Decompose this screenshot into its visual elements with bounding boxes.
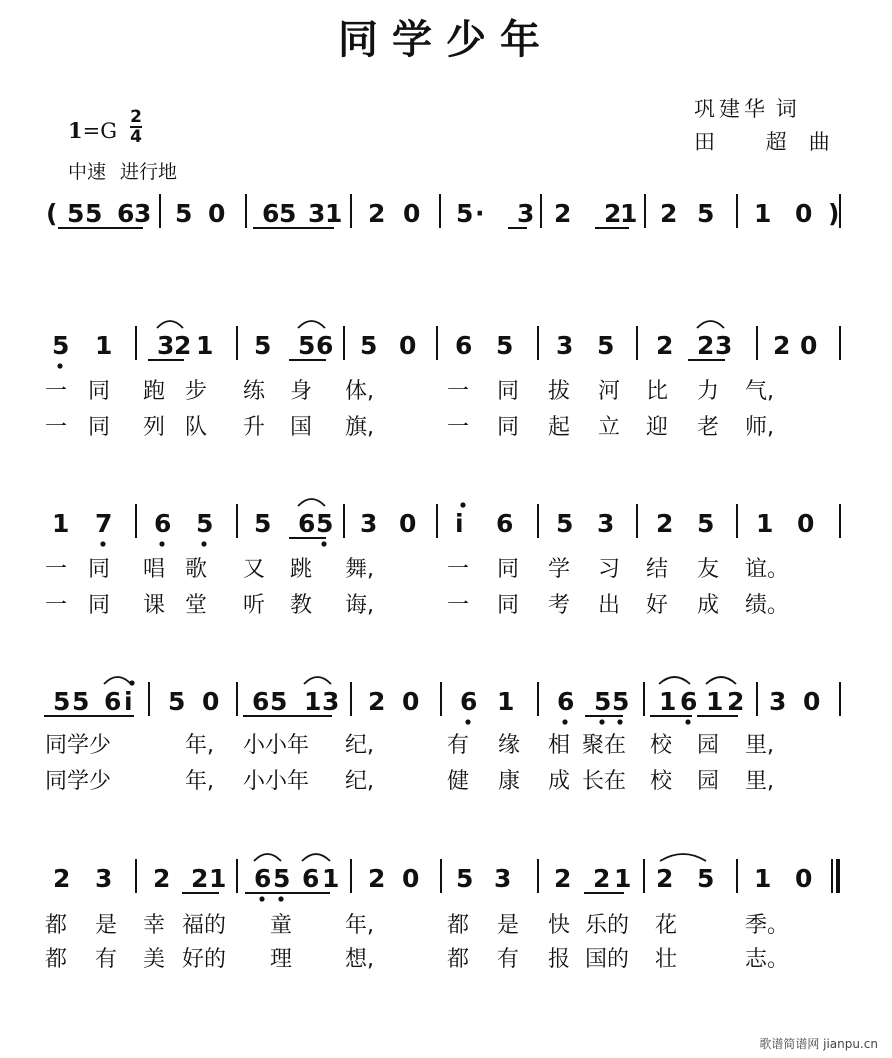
slur [298, 321, 325, 328]
note-digit: 5 [697, 509, 715, 538]
note-digit: 1 [95, 331, 113, 360]
note-digit: 1 [620, 199, 638, 228]
lyric-syllable: 园 [697, 733, 720, 758]
note-digit: 2 [656, 509, 674, 538]
slur [697, 321, 724, 328]
note-digit: 0 [402, 864, 420, 893]
note-digit: 2 [697, 331, 715, 360]
note-digit: 5 [279, 199, 297, 228]
lyric-syllable: 都 [447, 947, 470, 972]
note-digit: 5 [168, 687, 186, 716]
octave-dot-low [100, 541, 105, 546]
lyric-syllable: 同 [88, 593, 111, 618]
note-digit: 2 [368, 199, 386, 228]
note-digit: 2 [656, 864, 674, 893]
composer-name: 田 超 [694, 130, 809, 154]
note-digit: 5 [456, 864, 474, 893]
lyric-syllable: 缘 [498, 733, 521, 758]
note-digit: 5 [254, 509, 272, 538]
lyric-syllable: 同 [497, 557, 520, 582]
note-digit: 0 [800, 331, 818, 360]
note-digit: 2 [53, 864, 71, 893]
note-digit: 5 [85, 199, 103, 228]
note-digit: 5 [196, 509, 214, 538]
lyric-syllable: 教 [290, 593, 313, 618]
note-digit: 6 [298, 509, 316, 538]
lyric-syllable: 都 [45, 947, 68, 972]
note-digit: ) [828, 199, 840, 228]
slur [157, 321, 183, 328]
note-digit: 2 [604, 199, 622, 228]
note-digit: 5 [360, 331, 378, 360]
lyric-syllable: 友 [697, 557, 720, 582]
lyric-syllable: 有 [447, 733, 470, 758]
note-digit: 5 [697, 199, 715, 228]
lyric-syllable: 好的 [182, 947, 227, 972]
note-digit: 5 [270, 687, 288, 716]
lyric-syllable: 一 [45, 557, 68, 582]
note-digit: 0 [402, 687, 420, 716]
note-digit: 0 [803, 687, 821, 716]
lyric-syllable: 小小年 [243, 769, 310, 794]
lyric-syllable: 考 [548, 593, 571, 618]
lyric-syllable: 康 [498, 769, 521, 794]
note-digit: 6 [496, 509, 514, 538]
lyric-syllable: 健 [447, 769, 470, 794]
lyric-syllable: 里, [745, 769, 774, 794]
note-digit: 6 [460, 687, 478, 716]
lyric-syllable: 年, [185, 733, 214, 758]
octave-dot-low [617, 719, 622, 724]
song-title: 同学少年 [338, 17, 554, 63]
lyric-syllable: 谊。 [745, 557, 790, 582]
octave-dot-low [259, 896, 264, 901]
note-digit: 1 [196, 331, 214, 360]
lyric-syllable: 同 [497, 593, 520, 618]
note-digit: 6 [254, 864, 272, 893]
lyric-syllable: 是 [497, 913, 520, 938]
octave-dot-high [460, 502, 465, 507]
lyric-syllable: 报 [548, 947, 571, 972]
lyric-syllable: 同 [88, 379, 111, 404]
lyric-syllable: 跳 [290, 557, 313, 582]
note-digit: 3 [157, 331, 175, 360]
note-digit: 3 [134, 199, 152, 228]
lyricist-role: 词 [775, 97, 797, 121]
octave-dot-low [278, 896, 283, 901]
lyric-syllable: 河 [598, 379, 621, 404]
lyric-syllable: 季。 [745, 913, 790, 938]
lyric-syllable: 一 [447, 557, 470, 582]
note-digit: 1 [659, 687, 677, 716]
octave-dot-low [465, 719, 470, 724]
lyric-syllable: 想, [345, 947, 374, 972]
slur [104, 677, 131, 684]
note-digit: 1 [304, 687, 322, 716]
lyric-syllable: 一 [447, 379, 470, 404]
note-digit: 0 [797, 509, 815, 538]
note-digit: 5 [316, 509, 334, 538]
lyric-syllable: 练 [243, 379, 266, 404]
note-digit: 5 [597, 331, 615, 360]
lyric-syllable: 一 [45, 415, 68, 440]
lyric-syllable: 相 [548, 733, 571, 758]
note-digit: 3 [517, 199, 535, 228]
note-digit: 1 [209, 864, 227, 893]
lyric-syllable: 花 [655, 913, 678, 938]
note-digit: 2 [660, 199, 678, 228]
note-digit: 0 [208, 199, 226, 228]
lyric-syllable: 一 [447, 415, 470, 440]
note-digit: 3 [308, 199, 326, 228]
lyric-syllable: 同学少 [45, 733, 112, 758]
key-equals: = [82, 119, 101, 143]
lyric-syllable: 校 [650, 769, 673, 794]
note-digit: 1 [756, 509, 774, 538]
note-digit: 1 [497, 687, 515, 716]
time-top: 2 [130, 107, 142, 127]
slur [254, 854, 281, 861]
lyric-syllable: 一 [45, 593, 68, 618]
note-digit: 0 [795, 199, 813, 228]
note-digit: i [455, 509, 464, 538]
lyric-syllable: 跑 [143, 379, 166, 404]
lyric-syllable: 纪, [345, 769, 374, 794]
note-digit: 5 [456, 199, 474, 228]
note-digit: 3 [769, 687, 787, 716]
lyric-syllable: 同 [497, 415, 520, 440]
note-digit: 3 [494, 864, 512, 893]
key-prefix: 1 [68, 118, 83, 143]
note-digit: · [475, 199, 485, 228]
note-digit: 2 [174, 331, 192, 360]
note-digit: 2 [773, 331, 791, 360]
lyric-syllable: 诲, [345, 593, 374, 618]
note-digit: 2 [554, 864, 572, 893]
note-digit: 5 [496, 331, 514, 360]
lyric-syllable: 纪, [345, 733, 374, 758]
note-digit: 6 [104, 687, 122, 716]
note-digit: 0 [399, 509, 417, 538]
note-digit: 0 [795, 864, 813, 893]
note-digit: 5 [53, 687, 71, 716]
octave-dot-low [321, 541, 326, 546]
lyric-syllable: 舞, [345, 557, 374, 582]
lyric-syllable: 都 [447, 913, 470, 938]
note-digit: 5 [594, 687, 612, 716]
note-digit: 3 [322, 687, 340, 716]
lyric-syllable: 美 [143, 947, 166, 972]
lyric-syllable: 身 [290, 379, 313, 404]
key-note: G [100, 119, 118, 143]
lyric-syllable: 一 [447, 593, 470, 618]
lyric-syllable: 都 [45, 913, 68, 938]
note-digit: 5 [697, 864, 715, 893]
lyric-syllable: 师, [745, 415, 774, 440]
note-digit: 5 [612, 687, 630, 716]
note-digit: 5 [52, 331, 70, 360]
note-digit: 2 [153, 864, 171, 893]
lyric-syllable: 年, [345, 913, 374, 938]
slur [660, 854, 706, 861]
note-digit: 5 [175, 199, 193, 228]
lyric-syllable: 壮 [655, 947, 678, 972]
lyric-syllable: 福的 [182, 913, 227, 938]
lyric-syllable: 同 [88, 415, 111, 440]
note-digit: 0 [403, 199, 421, 228]
lyric-syllable: 国的 [585, 947, 630, 972]
lyric-syllable: 升 [243, 415, 266, 440]
note-digit: 2 [368, 864, 386, 893]
lyric-syllable: 有 [95, 947, 118, 972]
note-digit: 6 [252, 687, 270, 716]
note-digit: 5 [254, 331, 272, 360]
note-digit: 1 [614, 864, 632, 893]
tempo-speed: 中速 [68, 161, 107, 183]
composer-role: 曲 [808, 130, 830, 154]
note-digit: 6 [262, 199, 280, 228]
lyric-syllable: 队 [185, 415, 208, 440]
note-digit: 5 [67, 199, 85, 228]
slur [659, 677, 690, 684]
note-digit: 6 [302, 864, 320, 893]
lyric-syllable: 园 [697, 769, 720, 794]
lyric-syllable: 里, [745, 733, 774, 758]
note-digit: 1 [322, 864, 340, 893]
lyric-syllable: 理 [270, 947, 293, 972]
lyric-syllable: 结 [646, 557, 669, 582]
note-digit: 6 [455, 331, 473, 360]
lyric-syllable: 课 [143, 593, 166, 618]
note-digit: 2 [368, 687, 386, 716]
lyric-syllable: 唱 [143, 557, 166, 582]
note-digit: 2 [727, 687, 745, 716]
lyric-syllable: 成 [697, 593, 720, 618]
note-digit: ( [46, 199, 58, 228]
lyric-syllable: 歌 [185, 557, 208, 582]
lyric-syllable: 聚在 [582, 733, 627, 758]
lyricist-name: 巩建华 [694, 97, 769, 121]
note-digit: 6 [316, 331, 334, 360]
lyric-syllable: 国 [290, 415, 313, 440]
time-bottom: 4 [130, 127, 142, 147]
lyric-syllable: 有 [497, 947, 520, 972]
lyric-syllable: 小小年 [243, 733, 310, 758]
lyric-syllable: 旗, [345, 415, 374, 440]
note-digit: 1 [754, 199, 772, 228]
note-digit: 6 [117, 199, 135, 228]
lyric-syllable: 立 [598, 415, 621, 440]
note-digit: 2 [191, 864, 209, 893]
note-digit: 1 [706, 687, 724, 716]
note-digit: i [124, 687, 133, 716]
octave-dot-low [57, 363, 62, 368]
lyric-syllable: 迎 [646, 415, 669, 440]
lyric-syllable: 是 [95, 913, 118, 938]
slur [302, 854, 330, 861]
lyric-syllable: 拔 [548, 379, 571, 404]
note-digit: 0 [202, 687, 220, 716]
note-digit: 2 [554, 199, 572, 228]
note-digit: 3 [715, 331, 733, 360]
note-digit: 5 [556, 509, 574, 538]
lyric-syllable: 力 [697, 379, 720, 404]
note-digit: 5 [298, 331, 316, 360]
note-digit: 6 [154, 509, 172, 538]
lyric-syllable: 幸 [143, 913, 166, 938]
octave-dot-low [685, 719, 690, 724]
lyric-syllable: 体, [345, 379, 374, 404]
lyric-syllable: 成 [548, 769, 571, 794]
octave-dot-low [599, 719, 604, 724]
lyric-syllable: 学 [548, 557, 571, 582]
lyric-syllable: 乐的 [585, 913, 630, 938]
lyric-syllable: 列 [143, 415, 166, 440]
lyric-syllable: 同 [497, 379, 520, 404]
note-digit: 1 [325, 199, 343, 228]
lyric-syllable: 绩。 [745, 593, 790, 618]
lyric-syllable: 快 [548, 913, 571, 938]
lyric-syllable: 一 [45, 379, 68, 404]
note-digit: 0 [399, 331, 417, 360]
lyric-syllable: 校 [650, 733, 673, 758]
lyric-syllable: 同 [88, 557, 111, 582]
note-digit: 2 [593, 864, 611, 893]
note-digit: 2 [656, 331, 674, 360]
lyric-syllable: 年, [185, 769, 214, 794]
lyric-syllable: 气, [745, 379, 774, 404]
octave-dot-low [201, 541, 206, 546]
octave-dot-low [562, 719, 567, 724]
slur [706, 677, 736, 684]
lyric-syllable: 童 [270, 913, 293, 938]
tempo-style: 进行地 [120, 161, 178, 183]
lyric-syllable: 比 [646, 379, 669, 404]
lyric-syllable: 听 [243, 593, 266, 618]
lyric-syllable: 堂 [185, 593, 208, 618]
note-digit: 3 [597, 509, 615, 538]
lyric-syllable: 起 [548, 415, 571, 440]
note-digit: 6 [557, 687, 575, 716]
lyric-syllable: 习 [598, 557, 621, 582]
note-digit: 7 [95, 509, 113, 538]
lyric-syllable: 步 [185, 379, 208, 404]
lyric-syllable: 又 [243, 557, 266, 582]
lyric-syllable: 好 [646, 593, 669, 618]
note-digit: 3 [556, 331, 574, 360]
lyric-syllable: 长在 [582, 769, 627, 794]
slur [298, 499, 325, 506]
note-digit: 3 [360, 509, 378, 538]
lyric-syllable: 老 [697, 415, 720, 440]
slur [304, 677, 331, 684]
octave-dot-low [159, 541, 164, 546]
watermark: 歌谱简谱网 jianpu.cn [759, 1037, 878, 1051]
note-digit: 1 [52, 509, 70, 538]
note-digit: 5 [273, 864, 291, 893]
note-digit: 5 [72, 687, 90, 716]
lyric-syllable: 出 [598, 593, 621, 618]
lyric-syllable: 同学少 [45, 769, 112, 794]
note-digit: 3 [95, 864, 113, 893]
lyric-syllable: 志。 [745, 947, 790, 972]
note-digit: 6 [680, 687, 698, 716]
note-digit: 1 [754, 864, 772, 893]
